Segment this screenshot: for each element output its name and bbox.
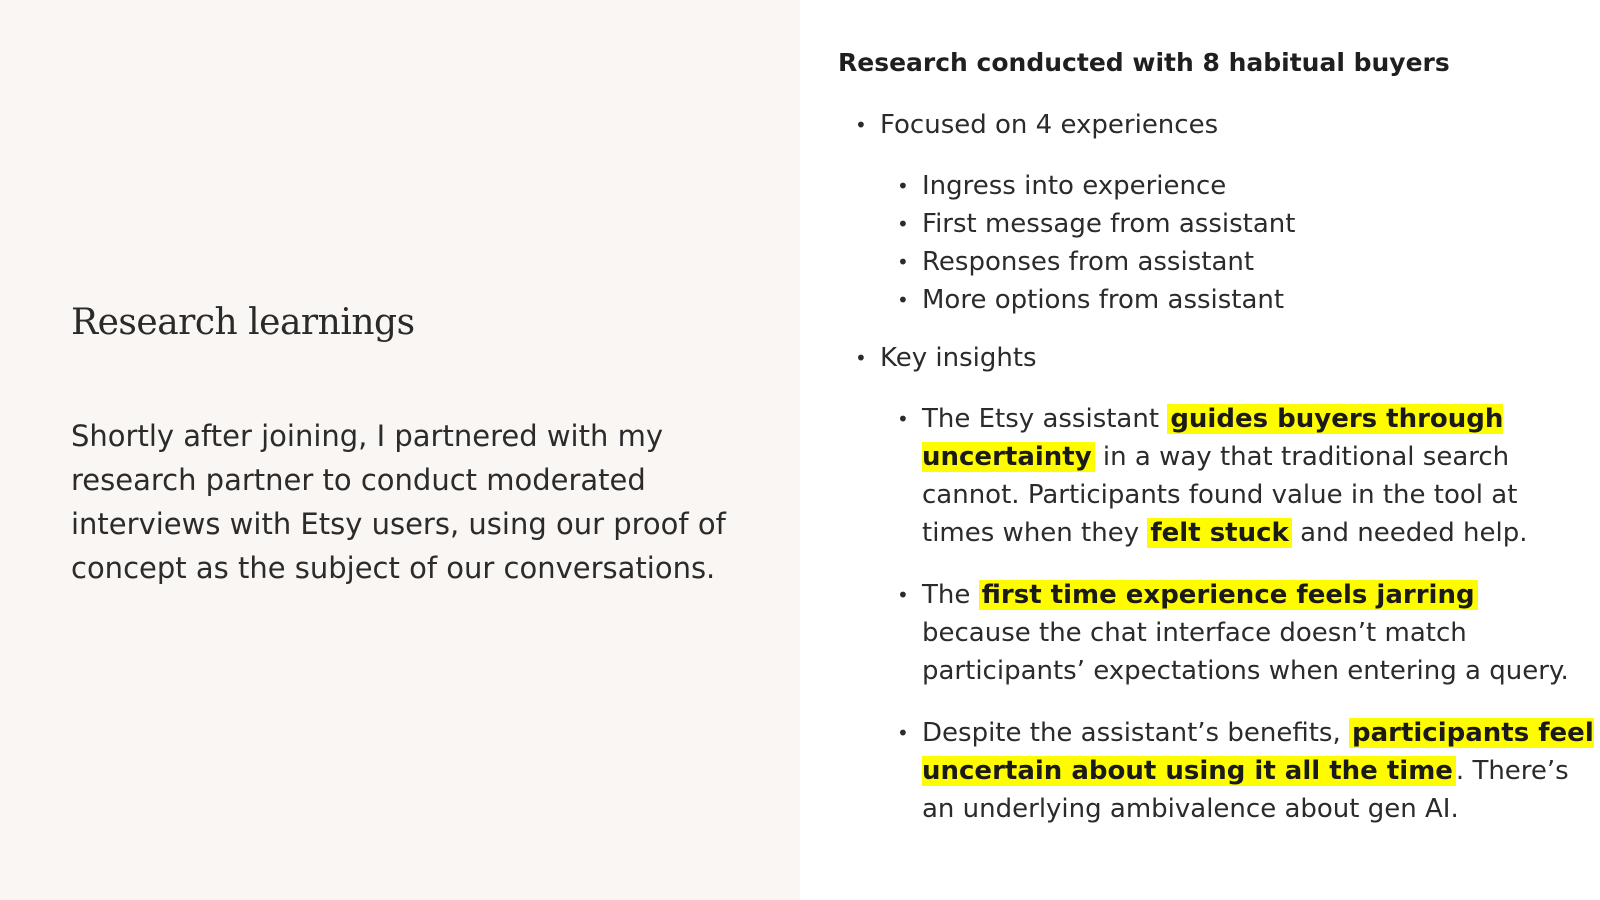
list-item: • First message from assistant <box>922 205 1594 243</box>
list-item: • Ingress into experience <box>922 167 1594 205</box>
page-title: Research learnings <box>71 302 415 343</box>
insight-text: in a way that traditional search cannot. Participants found value in the tool at times when they <box>922 442 1518 548</box>
insight-text: Despite the assistant’s benefits, <box>922 718 1349 748</box>
highlight: felt stuck <box>1147 518 1291 548</box>
section-heading: Research conducted with 8 habitual buyers <box>838 48 1450 77</box>
highlight: guides buyers through uncertainty <box>922 404 1504 472</box>
focus-list <box>880 107 1218 143</box>
insight-item <box>922 714 1594 828</box>
insight-text: The Etsy assistant <box>922 404 1168 434</box>
list-item: • Responses from assistant <box>922 243 1594 281</box>
insight-text: The <box>922 580 979 610</box>
insight-text: because the chat interface doesn’t match participants’ expectations when entering a query. <box>922 618 1569 686</box>
intro-paragraph: Shortly after joining, I partnered with my research partner to conduct moderated interviews with Etsy users, using our proof of concept as the subject of our conversations. <box>71 419 726 585</box>
highlight: participants feel uncertain about using it all the time <box>922 718 1594 786</box>
insights-list <box>922 400 1594 852</box>
insights-heading-list <box>880 340 1037 376</box>
insight-text: . There’s an underlying ambivalence about gen AI. <box>922 756 1569 824</box>
insight-text: and needed help. <box>1291 518 1528 548</box>
list-item: • More options from assistant <box>922 281 1594 319</box>
insights-bullet: • Key insights <box>880 340 1037 376</box>
experiences-list <box>922 167 1594 319</box>
insight-item <box>922 400 1594 552</box>
right-panel <box>800 0 1600 900</box>
insight-item <box>922 576 1594 690</box>
highlight: first time experience feels jarring <box>979 580 1478 610</box>
focus-bullet: • Focused on 4 experiences <box>880 107 1218 143</box>
